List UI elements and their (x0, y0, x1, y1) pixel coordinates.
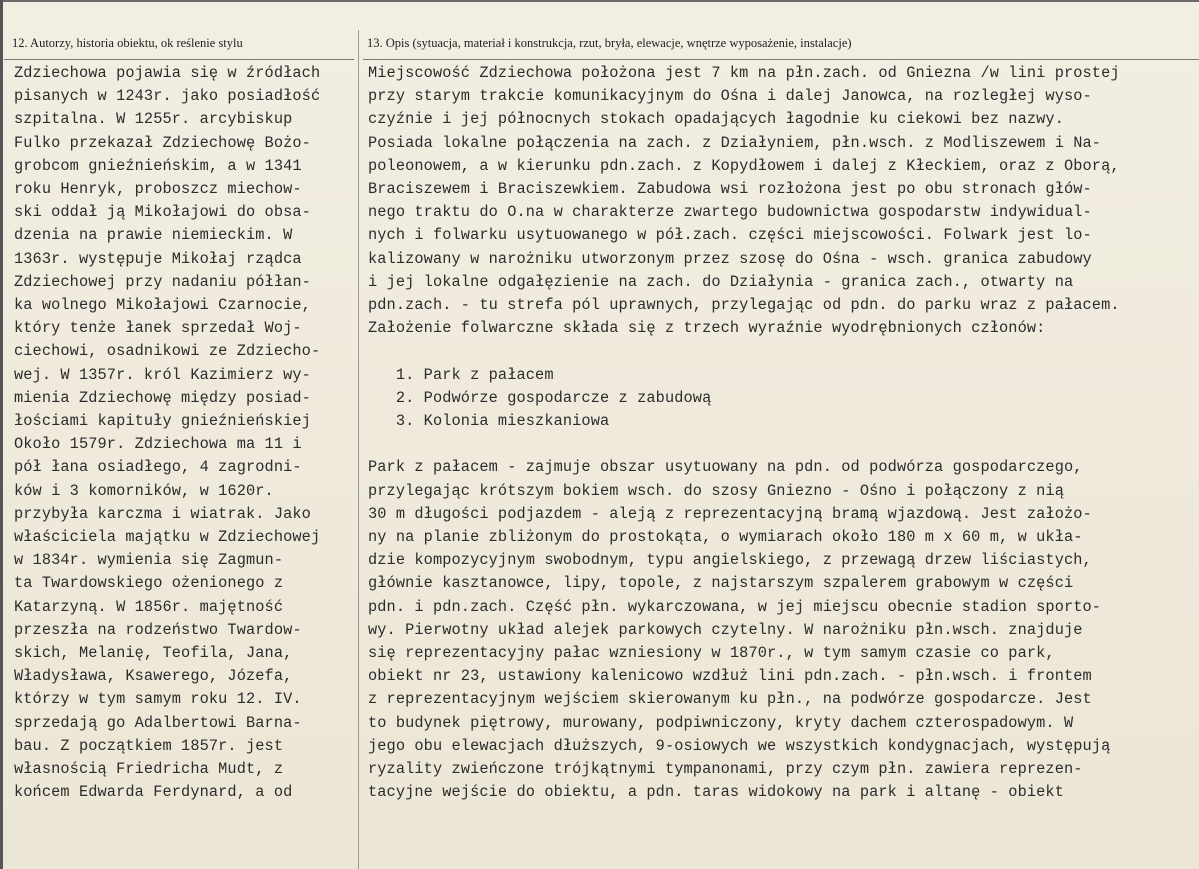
history-text-line: mienia Zdziechowę między posiad- (14, 388, 311, 407)
description-text-line: nych i folwarku usytuowanego w pół.zach. części miejscowości. Folwark jest lo- (368, 226, 1092, 245)
history-text-line: łościami kapituły gnieźnieńskiej (14, 412, 311, 431)
description-text-line: przylegając krótszym bokiem wsch. do szosy Gniezno - Ośno i połączony z nią (368, 481, 1064, 500)
description-text-line: dzie kompozycyjnym swobodnym, typu angielskiego, z przewagą drzew liściastych, (368, 551, 1092, 570)
history-text-line: szpitalna. W 1255r. arcybiskup (14, 110, 293, 129)
history-header-rule (4, 59, 354, 60)
history-text-line: sprzedają go Adalbertowi Barna- (14, 713, 302, 732)
description-text-line: przy starym trakcie komunikacyjnym do Ośna i dalej Janowca, na rozległej wyso- (368, 87, 1092, 106)
history-text-line: skich, Melanię, Teofila, Jana, (14, 644, 293, 663)
description-text-line: Braciszewem i Braciszewkiem. Zabudowa wsi rozłożona jest po obu stronach głów- (368, 180, 1092, 199)
history-text-line: Zdziechowa pojawia się w źródłach (14, 64, 321, 82)
description-text-line (368, 433, 1198, 456)
top-rule (0, 0, 1199, 2)
history-text-line: ski oddał ją Mikołajowi do obsa- (14, 203, 311, 222)
description-text-line: Posiada lokalne połączenia na zach. z Działyniem, płn.wsch. z Modliszewem i Na- (368, 133, 1102, 152)
history-text-line: roku Henryk, proboszcz miechow- (14, 180, 302, 199)
history-section-header: 12. Autorzy, historia obiektu, ok reślenie stylu (12, 36, 243, 50)
history-text-line: ka wolnego Mikołajowi Czarnocie, (14, 296, 311, 315)
description-text-line: kalizowany w narożniku utworzonym przez szosę do Ośna - wsch. granica zabudowy (368, 249, 1092, 268)
column-divider (358, 30, 359, 869)
history-text-line: właściciela majątku w Zdziechowej (14, 528, 321, 547)
history-text-line: przybyła karczma i wiatrak. Jako (14, 504, 311, 523)
description-text-line: pdn.zach. - tu strefa pól uprawnych, przylegając od pdn. do parku wraz z pałacem. (368, 296, 1120, 315)
history-text-line: Zdziechowej przy nadaniu półłan- (14, 272, 311, 291)
history-text-line: w 1834r. wymienia się Zagmun- (14, 551, 284, 570)
description-text-line: 1. Park z pałacem (368, 365, 554, 384)
history-text-line: Fulko przekazał Zdziechowę Bożo- (14, 133, 311, 152)
description-text-line (368, 340, 1198, 363)
history-text-line: końcem Edwarda Ferdynard, a od (14, 783, 293, 802)
description-text-line: Miejscowość Zdziechowa położona jest 7 km na płn.zach. od Gniezna /w lini prostej (368, 64, 1120, 82)
history-text-line: przeszła na rodzeństwo Twardow- (14, 620, 302, 639)
description-text-line: to budynek piętrowy, murowany, podpiwniczony, kryty dachem czterospadowym. W (368, 713, 1074, 732)
description-text-line: 3. Kolonia mieszkaniowa (368, 412, 610, 431)
history-text-line: własnością Friedricha Mudt, z (14, 760, 284, 779)
history-text-line: Katarzyną. W 1856r. majętność (14, 597, 284, 616)
description-text-line: wy. Pierwotny układ alejek parkowych czytelny. W narożniku płn.wsch. znajduje (368, 620, 1083, 639)
history-text-line: pół łana osiadłego, 4 zagrodni- (14, 458, 302, 477)
description-header-rule (363, 59, 1199, 60)
history-text-line: grobcom gnieźnieńskim, a w 1341 (14, 156, 302, 175)
history-text-line: ciechowi, osadnikowi ze Zdziecho- (14, 342, 321, 361)
description-text-line: pdn. i pdn.zach. Część płn. wykarczowana, w jej miejscu obecnie stadion sporto- (368, 597, 1102, 616)
description-text-line: 30 m długości podjazdem - aleją z reprezentacyjną bramą wjazdową. Jest założo- (368, 504, 1092, 523)
description-text-line: jego obu elewacjach dłuższych, 9-osiowych we wszystkich kondygnacjach, występują (368, 736, 1111, 755)
history-text-line: wej. W 1357r. król Kazimierz wy- (14, 365, 311, 384)
description-text-line: i jej lokalne odgałęzienie na zach. do Działynia - granica zach., otwarty na (368, 272, 1074, 291)
history-text-line: bau. Z początkiem 1857r. jest (14, 736, 284, 755)
history-text-line: dzenia na prawie niemieckim. W (14, 226, 293, 245)
description-text-line: obiekt nr 23, ustawiony kalenicowo wzdłuż lini pdn.zach. - płn.wsch. i frontem (368, 667, 1092, 686)
description-text-line: głównie kasztanowce, lipy, topole, z najstarszym szpalerem grabowym w części (368, 574, 1074, 593)
description-text-line: się reprezentacyjny pałac wzniesiony w 1870r., w tym samym czasie co park, (368, 644, 1055, 663)
description-section-header: 13. Opis (sytuacja, materiał i konstrukcja, rzut, bryła, elewacje, wnętrze wyposażenie, instalacje) (367, 36, 852, 50)
history-text (14, 62, 354, 805)
description-text-line: Park z pałacem - zajmuje obszar usytuowany na pdn. od podwórza gospodarczego, (368, 458, 1083, 477)
history-text-line: ta Twardowskiego ożenionego z (14, 574, 284, 593)
description-text-line: tacyjne wejście do obiektu, a pdn. taras widokowy na park i altanę - obiekt (368, 783, 1064, 802)
history-text-line: Władysława, Ksawerego, Józefa, (14, 667, 293, 686)
description-text (368, 62, 1198, 805)
history-text-line: Około 1579r. Zdziechowa ma 11 i (14, 435, 302, 454)
history-text-line: którzy w tym samym roku 12. IV. (14, 690, 302, 709)
history-text-line: 1363r. występuje Mikołaj rządca (14, 249, 302, 268)
history-text-line: ków i 3 komorników, w 1620r. (14, 481, 274, 500)
description-text-line: z reprezentacyjnym wejściem skierowanym ku płn., na podwórze gospodarcze. Jest (368, 690, 1092, 709)
left-border (0, 0, 3, 869)
description-text-line: 2. Podwórze gospodarcze z zabudową (368, 388, 712, 407)
description-text-line: nego traktu do O.na w charakterze zwartego budownictwa gospodarstw indywidual- (368, 203, 1092, 222)
description-text-line: ny na planie zbliżonym do prostokąta, o wymiarach około 180 m x 60 m, w ukła- (368, 528, 1083, 547)
description-text-line: czyźnie i jej północnych stokach opadających łagodnie ku ciekowi bez nazwy. (368, 110, 1064, 129)
description-text-line: Założenie folwarczne składa się z trzech wyraźnie wyodrębnionych członów: (368, 319, 1046, 338)
history-text-line: pisanych w 1243r. jako posiadłość (14, 87, 321, 106)
history-text-line: który tenże łanek sprzedał Woj- (14, 319, 302, 338)
description-text-line: ryzality zwieńczone trójkątnymi tympanonami, przy czym płn. zawiera reprezen- (368, 760, 1083, 779)
description-text-line: poleonowem, a w kierunku pdn.zach. z Kopydłowem i dalej z Kłeckiem, oraz z Oborą, (368, 156, 1120, 175)
